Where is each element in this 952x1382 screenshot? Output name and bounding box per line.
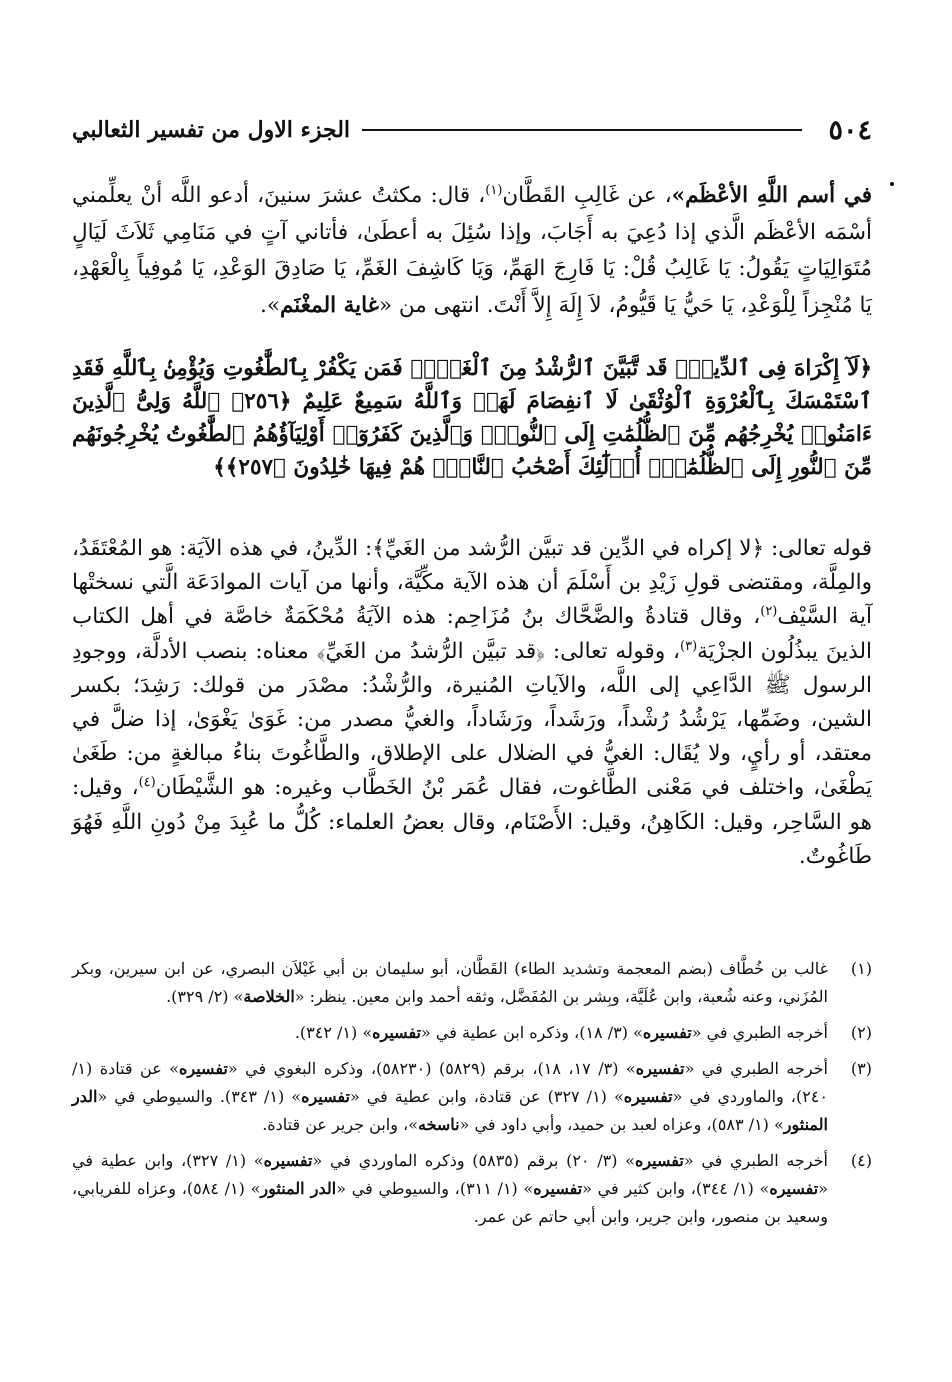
bold-phrase: في أسم اللَّهِ الأعْظَم» xyxy=(671,183,872,208)
footnote-separator xyxy=(72,942,872,943)
text-run: » (١/ ٣١١)، والسيوطي في « xyxy=(336,1179,534,1198)
source-title: الخلاصة xyxy=(243,987,295,1006)
header-rule xyxy=(362,129,802,131)
paragraph-2 xyxy=(72,532,872,874)
footnote-ref[interactable]: (١) xyxy=(485,182,503,198)
text-run: ». xyxy=(259,292,280,318)
footnote-4 xyxy=(72,1147,872,1231)
source-title: تفسيره xyxy=(769,1179,819,1198)
text-run: » (١/ ٥٨٤)، وعزاه للفريابي، وسعيد بن منصور، وابن جرير، وابن أبي حاتم عن عمر. xyxy=(72,1179,828,1226)
quran-verse: ﴿لَآ إِكْرَاهَ فِى ٱلدِّينِۖ قَد تَّبَيَّنَ ٱلرُّشْدُ مِنَ ٱلْغَىِّۚ فَمَن يَكْفُرْ بِٱلطَّٰغُوتِ وَيُؤْمِنۢ بِٱللَّهِ فَقَدِ ٱسْتَمْسَكَ بِٱلْعُرْوَةِ ٱلْوُثْقَىٰ لَا ٱنفِصَامَ لَهَاۗ وَٱللَّهُ سَمِيعٌ عَلِيمٌ ﴿٢٥٦﴾ ٱللَّهُ وَلِىُّ ٱلَّذِينَ ءَامَنُوا۟ يُخْرِجُهُم مِّنَ ٱلظُّلُمَٰتِ إِلَى ٱلنُّورِۖ وَٱلَّذِينَ كَفَرُوٓا۟ أَوْلِيَآؤُهُمُ ٱلطَّٰغُوتُ يُخْرِجُونَهُم مِّنَ ٱلنُّورِ إِلَى ٱلظُّلُمَٰتِۗ أُو۟لَٰٓئِكَ أَصْحَٰبُ ٱلنَّارِۖ هُمْ فِيهَا خَٰلِدُونَ ﴿٢٥٧﴾﴾ xyxy=(72,356,872,480)
text-run: » (٣/ ١٨)، وذكره ابن عطية في « xyxy=(421,1023,643,1042)
footnote-number: (٤) xyxy=(850,1151,872,1170)
text-run: قوله تعالى: ﴿لا إكراه في الدِّين قد تبيَّن الرُّشد من الغَيِّ﴾: الدِّينُ، في هذه الآيَة: هو المُعْتَقَدُ، والمِلَّة، ومقتضى قولِ زَيْدِ بن أَسْلَمَ أن هذه الآية مكِّيَّة، وأنها من آيات الموادَعَة الَّتي نسختْها آية السَّيْف xyxy=(72,536,872,630)
text-run: » (٢/ ٣٢٩). xyxy=(166,987,244,1006)
footnote-ref[interactable]: (٣) xyxy=(680,638,698,654)
text-run: » (١/ ٣٤٢). xyxy=(294,1023,373,1042)
text-run: ، عن غَالِبِ القَطَّان xyxy=(502,183,672,208)
footnotes xyxy=(72,955,872,1239)
source-title: تفسيره xyxy=(642,1023,692,1042)
text-run: أخرجه الطبري في « xyxy=(683,1151,828,1170)
text-run: أخرجه الطبري في « xyxy=(691,1023,828,1042)
footnote-number: (٢) xyxy=(850,1023,872,1042)
source-title: ناسخه xyxy=(417,1115,460,1134)
text-run: غالب بن خُطَّاف (بضم المعجمة وتشديد الطاء) القَطَّان، أبو سليمان بن أبي غَيْلاَن البصري، عن ابن سيرين، وبكر المُزَني، وعنه شُعبة، وابن عُلَيَّة، وبِشر بن المُفَضَّل، وثقه أحمد وابن معين. ينظر: « xyxy=(72,959,829,1006)
source-title: تفسيره xyxy=(179,1059,228,1078)
source-title: تفسيره xyxy=(623,1087,673,1106)
text-run: ، وقال قتادةُ والضَّحَّاك بنُ مُزَاحِم: هذه الآيَةُ مُحْكَمَةٌ خاصَّة في أهل الكتاب الذينَ يبذُلُون الجزْيَة xyxy=(72,604,872,664)
footnote-text xyxy=(72,1019,828,1047)
source-title: تفسيره xyxy=(533,1179,583,1198)
footnote-2 xyxy=(72,1019,872,1047)
source-title: الدر المنثور xyxy=(260,1179,337,1198)
text-run: » (١/ ٥٨٣)، وعزاه لعبد بن حميد، وأبي داود في « xyxy=(459,1115,784,1134)
source-title: تفسيره xyxy=(263,1151,313,1170)
text-run: » (١/ ٣٤٤)، وابن كثير في « xyxy=(582,1179,770,1198)
source-title: تفسيره xyxy=(634,1151,684,1170)
text-run: ، قال: مكثتُ عشرَ سنينَ، أدعو اللَّه أنْ يعلِّمني أسْمَه الأعْظَم الَّذي إذا دُعِيَ به أَجَابَ، وإذا سُئِلَ به أعطَىٰ، فأتاني آتٍ في مَنَامِي ثَلاَثَ لَيَالٍ مُتَوَالِيَاتٍ يَقُولُ: يَا غَالِبُ قُلْ: يَا فَارِجَ الهَمِّ، وَيَا كَاشِفَ الغَمِّ، يَا صَادِقَ الوَعْدِ، يَا مُوفِياً بِالْعَهْدِ، يَا مُنْجِزاً لِلْوَعْدِ، يَا حَيُّ يَا قَيُّومُ، لاَ إِلَهَ إِلاَّ أَنْتَ. انتهى من « xyxy=(72,183,872,318)
source-title: الدر المنثور xyxy=(72,1087,828,1134)
footnote-text xyxy=(72,1147,828,1231)
running-title: الجزء الاول من تفسير الثعالبي xyxy=(72,117,351,143)
paragraph-1 xyxy=(72,178,872,324)
source-title: تفسيره xyxy=(635,1059,685,1078)
text-run: ، وقيل: هو السَّاحِر، وقيل: الكَاهِنُ، وقيل: الأَصْنَام، وقال بعضُ العلماء: كُلُّ ما عُبِدَ مِنْ دُونِ اللَّهِ فَهُوَ طَاغُوتٌ. xyxy=(72,775,872,869)
footnote-number: (٣) xyxy=(850,1059,872,1078)
source-title: تفسيره xyxy=(372,1023,421,1042)
text-run: ، وقوله تعالى: ﴿قد تبيَّن الرُّشدُ من الغَيِّ﴾ معناه: بنصب الأدلَّة، ووجودِ الرسول ﷺ الدَّاعِي إلى اللَّه، والآياتِ المُنيرة، والرُّشْدُ: مصْدَر من قولك: رَشِدَ؛ بكسر الشين، وضَمِّها، يَرْشُدُ رُشْداً، ورَشَداً، ورَشَاداً، والغيُّ مصدر من: غَوَىٰ يَغْوَىٰ، إذا ضلَّ في معتقد، أو رأيٍ، ولا يُقَال: الغيُّ في الضلال على الإطلاق، والطَّاغُوتَ بناءُ مبالغةٍ من: طَغَىٰ يَطْغَىٰ، واختلف في مَعْنى الطَّاغوت، فقال عُمَر بْنُ الخَطَّاب وغيره: هو الشَّيْطَان xyxy=(72,638,873,801)
footnote-text xyxy=(72,955,828,1011)
text-run: »، وابن جرير عن قتادة. xyxy=(262,1115,418,1134)
text-run: » عن قتادة (١/ ٢٤٠)، والماوردي في « xyxy=(72,1059,828,1106)
text-run: » (١/ ٣٤٣). والسيوطي في « xyxy=(97,1087,302,1106)
footnote-text xyxy=(72,1055,828,1139)
footnote-ref[interactable]: (٢) xyxy=(760,604,778,620)
footnote-number: (١) xyxy=(850,959,872,978)
source-title: غاية المغْنَم xyxy=(279,292,379,318)
text-run: » (٣/ ٢٠) برقم (٥٨٣٥) وذكره الماوردي في « xyxy=(312,1151,635,1170)
text-run: » (١/ ٣٢٧)، وابن عطية في « xyxy=(72,1151,828,1198)
page-number: ٥٠٤ xyxy=(828,114,872,146)
footnote-1 xyxy=(72,955,872,1011)
text-run: » (١/ ٣٢٧) عن قتادة، وابن عطية في « xyxy=(349,1087,624,1106)
source-title: تفسيره xyxy=(301,1087,350,1106)
footnote-ref[interactable]: (٤) xyxy=(138,775,156,791)
footnote-3 xyxy=(72,1055,872,1139)
page-header xyxy=(72,112,872,148)
text-run: » (٣/ ١٧، ١٨)، برقم (٥٨٢٩) (٥٨٢٣٠)، وذكره البغوي في « xyxy=(227,1059,636,1078)
margin-mark xyxy=(890,182,894,186)
text-run: أخرجه الطبري في « xyxy=(684,1059,828,1078)
